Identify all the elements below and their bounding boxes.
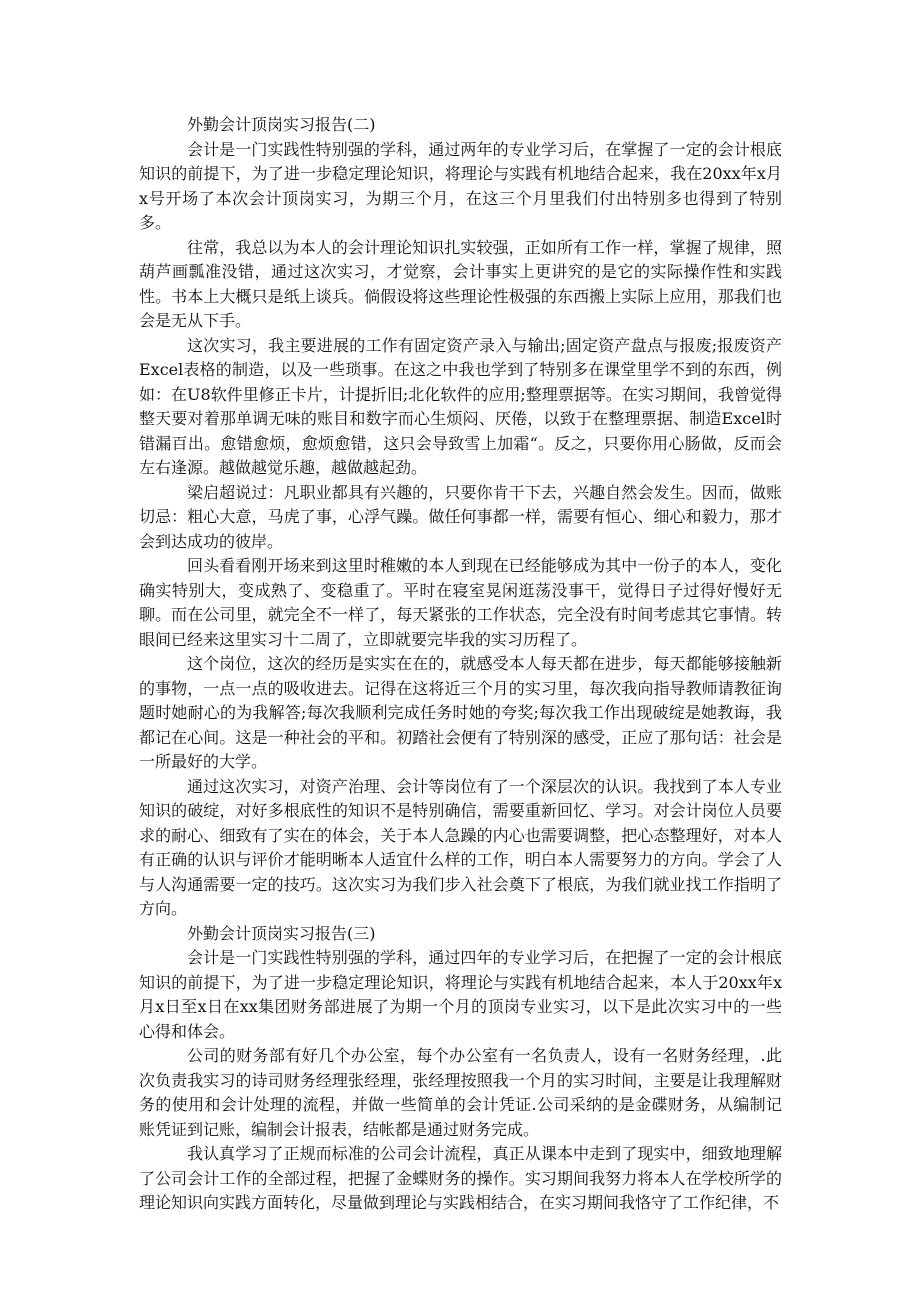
section-heading-3: 外勤会计顶岗实习报告(三)	[187, 923, 376, 943]
paragraph: 会计是一门实践性特别强的学科，通过四年的专业学习后，在把握了一定的会计根底知识的前提下，为了进一步稳定理论知识，将理论与实践有机地结合起来，本人于20xx年x月x日至x日在xx集团财务部进展了为期一个月的顶岗专业实习，以下是此次实习中的一些心得和体会。	[139, 948, 782, 1041]
paragraph: 会计是一门实践性特别强的学科，通过两年的专业学习后，在掌握了一定的会计根底知识的前提下，为了进一步稳定理论知识，将理论与实践有机地结合起来，我在20xx年x月x号开场了本次会计顶岗实习，为期三个月，在这三个月里我们付出特别多也得到了特别多。	[139, 139, 782, 232]
section-heading-2: 外勤会计顶岗实习报告(二)	[187, 115, 376, 134]
paragraph: 通过这次实习，对资产治理、会计等岗位有了一个深层次的认识。我找到了本人专业知识的破绽，对好多根底性的知识不是特别确信，需要重新回忆、学习。对会计岗位人员要求的耐心、细致有了实在的体会，关于本人急躁的内心也需要调整，把心态整理好，对本人有正确的认识与评价才能明晰本人适宜什么样的工作，明白本人需要努力的方向。学会了人与人沟通需要一定的技巧。这次实习为我们步入社会奠下了根底，为我们就业找工作指明了方向。	[139, 776, 782, 918]
paragraph: 这次实习，我主要进展的工作有固定资产录入与输出;固定资产盘点与报废;报废资产Excel表格的制造，以及一些琐事。在这之中我也学到了特别多在课堂里学不到的东西，例如：在U8软件里修正卡片，计提折旧;北化软件的应用;整理票据等。在实习期间，我曾觉得整天要对着那单调无味的账目和数字而心生烦闷、厌倦，以致于在整理票据、制造Excel时错漏百出。愈错愈烦，愈烦愈错，这只会导致雪上加霜“。反之，只要你用心肠做，反而会左右逢源。越做越觉乐趣，越做越起劲。	[139, 335, 782, 477]
paragraph: 公司的财务部有好几个办公室，每个办公室有一名负责人，设有一名财务经理，.此次负责我实习的诗司财务经理张经理，张经理按照我一个月的实习时间，主要是让我理解财务的使用和会计处理的流程，并做一些简单的会计凭证.公司采纳的是金碟财务，从编制记账凭证到记账，编制会计报表，结帐都是通过财务完成。	[139, 1046, 782, 1139]
paragraph: 我认真学习了正规而标准的公司会计流程，真正从课本中走到了现实中，细致地理解了公司会计工作的全部过程，把握了金蝶财务的操作。实习期间我努力将本人在学校所学的理论知识向实践方面转化，尽量做到理论与实践相结合，在实习期间我恪守了工作纪律，不	[139, 1144, 782, 1212]
document-page	[139, 113, 782, 1216]
paragraph: 梁启超说过：凡职业都具有兴趣的，只要你肯干下去，兴趣自然会发生。因而，做账切忌：粗心大意，马虎了事，心浮气躁。做任何事都一样，需要有恒心、细心和毅力，那才会到达成功的彼岸。	[139, 482, 782, 551]
paragraph: 往常，我总以为本人的会计理论知识扎实较强，正如所有工作一样，掌握了规律，照葫芦画瓢准没错，通过这次实习，才觉察，会计事实上更讲究的是它的实际操作性和实践性。书本上大概只是纸上谈兵。倘假设将这些理论性极强的东西搬上实际上应用，那我们也会是无从下手。	[139, 237, 782, 330]
paragraph: 这个岗位，这次的经历是实实在在的，就感受本人每天都在进步，每天都能够接触新的事物，一点一点的吸收进去。记得在这将近三个月的实习里，每次我向指导教师请教征询题时她耐心的为我解答;每次我顺利完成任务时她的夸奖;每次我工作出现破绽是她教诲，我都记在心间。这是一种社会的平和。初踏社会便有了特别深的感受，正应了那句话：社会是一所最好的大学。	[139, 654, 782, 771]
paragraph: 回头看看刚开场来到这里时稚嫩的本人到现在已经能够成为其中一份子的本人，变化确实特别大，变成熟了、变稳重了。平时在寝室晃闲逛荡没事干，觉得日子过得好慢好无聊。而在公司里，就完全不一样了，每天紧张的工作状态，完全没有时间考虑其它事情。转眼间已经来这里实习十二周了，立即就要完毕我的实习历程了。	[139, 556, 782, 649]
